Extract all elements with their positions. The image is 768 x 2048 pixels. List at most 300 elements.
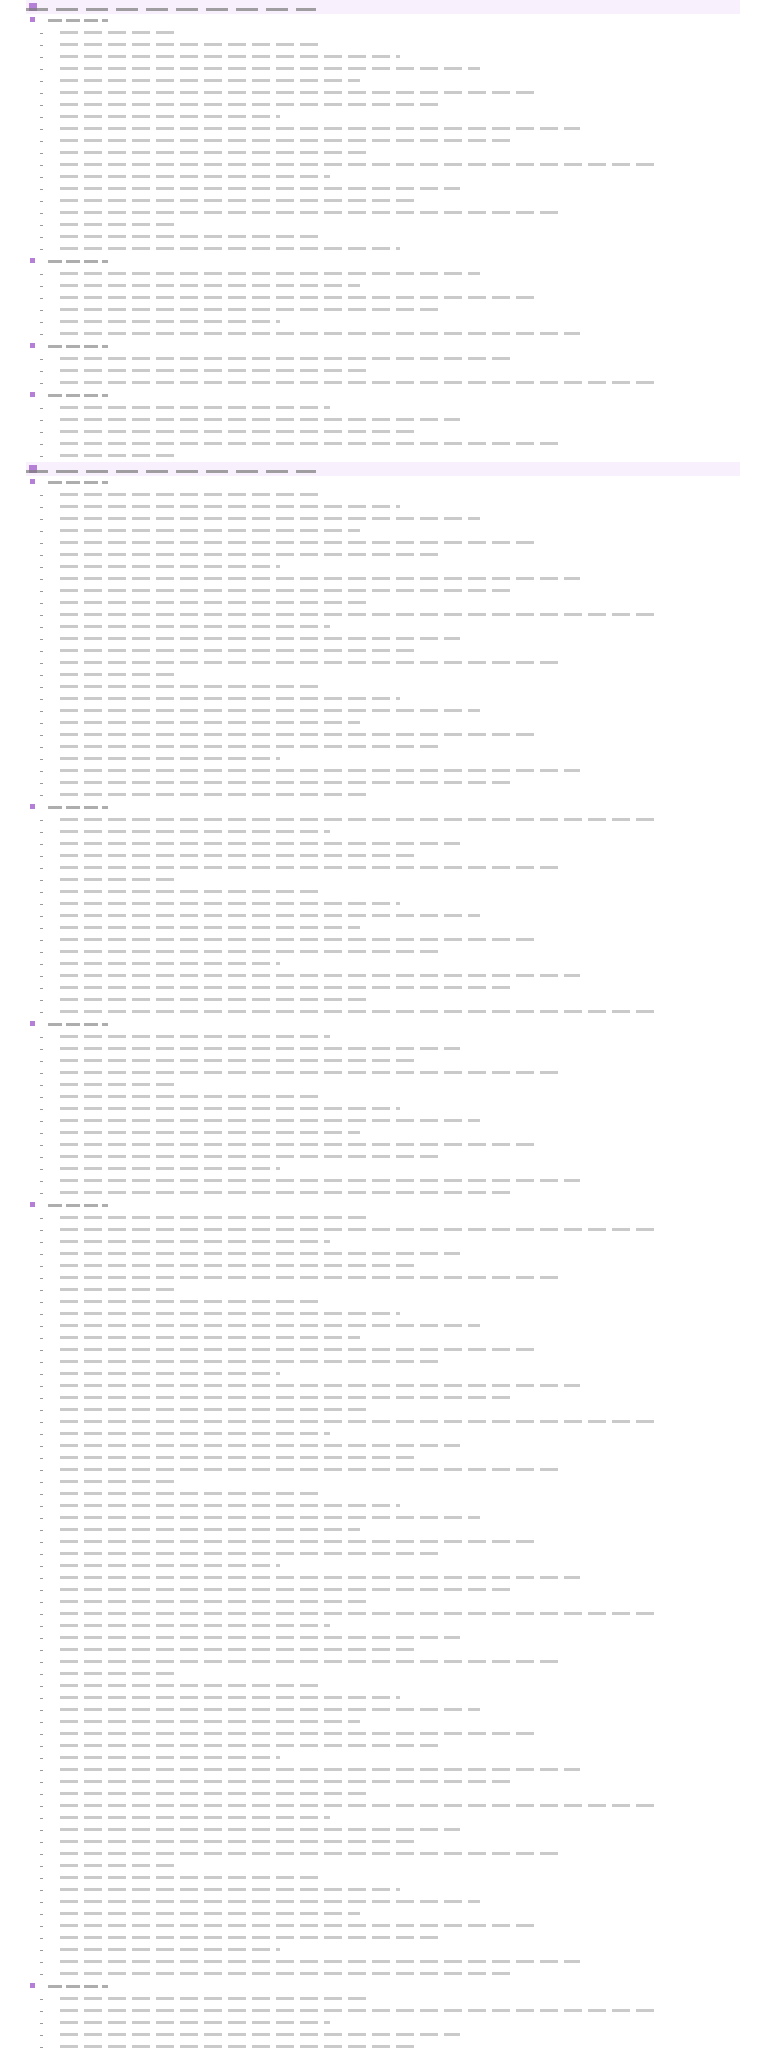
entry-text-rule [60,914,480,917]
outline-entry[interactable] [40,231,768,243]
outline-entry[interactable] [40,280,768,292]
outline-entry[interactable] [40,1764,768,1776]
entry-bullet-icon [40,408,43,409]
outline-entry[interactable] [40,982,768,994]
entry-bullet-icon [40,1710,43,1711]
outline-entry[interactable] [40,147,768,159]
outline-entry[interactable] [40,1091,768,1103]
outline-entry[interactable] [40,207,768,219]
outline-entry[interactable] [40,1608,768,1620]
entry-bullet-icon [40,1097,43,1098]
outline-subsection [0,1199,768,1980]
outline-entry[interactable] [40,910,768,922]
entry-bullet-icon [40,33,43,34]
outline-entry[interactable] [40,1884,768,1896]
outline-entry[interactable] [40,195,768,207]
entry-bullet-icon [40,1698,43,1699]
entry-bullet-icon [40,1302,43,1303]
entry-bullet-icon [40,1518,43,1519]
outline-entry[interactable] [40,1428,768,1440]
outline-entry[interactable] [40,874,768,886]
outline-entry[interactable] [40,450,768,462]
outline-entry[interactable] [40,1584,768,1596]
entry-text-rule [60,296,540,299]
entry-text-rule [60,1588,510,1591]
subsection-title-rule [48,1985,108,1988]
outline-entry[interactable] [40,1512,768,1524]
outline-entry[interactable] [40,27,768,39]
entry-bullet-icon [40,298,43,299]
entry-text-rule [60,1288,180,1291]
outline-entry[interactable] [40,669,768,681]
entry-bullet-icon [40,1974,43,1975]
entry-text-rule [60,381,660,384]
entry-text-rule [60,1972,510,1975]
outline-entry[interactable] [40,1812,768,1824]
outline-entry[interactable] [40,1680,768,1692]
outline-entry[interactable] [40,1524,768,1536]
entry-bullet-icon [40,249,43,250]
entry-bullet-icon [40,153,43,154]
entry-text-rule [60,1528,360,1531]
entry-text-rule [60,938,540,941]
outline-entry[interactable] [40,1031,768,1043]
entry-text-rule [60,1768,580,1771]
outline-entry[interactable] [40,898,768,910]
entry-bullet-icon [40,868,43,869]
outline-subsection [0,1980,768,2048]
outline-entry[interactable] [40,970,768,982]
outline-entry[interactable] [40,171,768,183]
outline-entry[interactable] [40,621,768,633]
outline-entry[interactable] [40,1103,768,1115]
outline-entry[interactable] [40,1272,768,1284]
outline-entry[interactable] [40,633,768,645]
outline-entry[interactable] [40,183,768,195]
entry-text-rule [60,1155,440,1158]
entry-text-rule [60,577,580,580]
outline-entry[interactable] [40,51,768,63]
outline-entry[interactable] [40,1800,768,1812]
outline-entry[interactable] [40,826,768,838]
outline-entry[interactable] [40,1151,768,1163]
entry-text-rule [60,553,440,556]
entry-bullet-icon [40,1758,43,1759]
entry-text-rule [60,1576,580,1579]
entry-bullet-icon [40,1866,43,1867]
entry-bullet-icon [40,832,43,833]
outline-entry[interactable] [40,513,768,525]
entry-text-rule [60,1744,440,1747]
entry-bullet-icon [40,2023,43,2024]
entry-text-rule [60,950,440,953]
outline-entry[interactable] [40,1404,768,1416]
entry-text-rule [60,709,480,712]
outline-entry[interactable] [40,292,768,304]
entry-bullet-icon [40,1494,43,1495]
outline-entry[interactable] [40,1632,768,1644]
outline-entry[interactable] [40,1620,768,1632]
outline-entry[interactable] [40,850,768,862]
subsection-header[interactable] [26,255,768,268]
outline-entry[interactable] [40,1320,768,1332]
entry-bullet-icon [40,771,43,772]
entry-bullet-icon [40,603,43,604]
entry-bullet-icon [40,1470,43,1471]
subsection-title-rule [48,394,108,397]
outline-entry[interactable] [40,1656,768,1668]
entry-text-rule [60,1228,660,1231]
section-header[interactable] [26,0,740,14]
outline-entry[interactable] [40,814,768,826]
outline-entry[interactable] [40,1716,768,1728]
entry-text-rule [60,1336,360,1339]
outline-entry[interactable] [40,597,768,609]
outline-entry[interactable] [40,777,768,789]
entry-bullet-icon [40,2035,43,2036]
outline-entry[interactable] [40,1260,768,1272]
outline-entry[interactable] [40,501,768,513]
outline-entry[interactable] [40,681,768,693]
outline-entry[interactable] [40,438,768,450]
outline-entry[interactable] [40,537,768,549]
outline-entry[interactable] [40,1187,768,1199]
outline-entry[interactable] [40,99,768,111]
entry-bullet-icon [40,322,43,323]
entry-text-rule [60,673,180,676]
entry-text-rule [60,418,460,421]
outline-entry[interactable] [40,414,768,426]
outline-entry[interactable] [40,1993,768,2005]
entry-bullet-icon [40,1626,43,1627]
entry-bullet-icon [40,1338,43,1339]
entry-bullet-icon [40,507,43,508]
outline-entry[interactable] [40,328,768,340]
outline-entry[interactable] [40,1668,768,1680]
entry-text-rule [60,1191,510,1194]
entry-text-rule [60,878,180,881]
outline-entry[interactable] [40,123,768,135]
outline-entry[interactable] [40,1212,768,1224]
outline-entry[interactable] [40,862,768,874]
entry-text-rule [60,1924,540,1927]
subsection-marker-icon [30,258,35,263]
entry-bullet-icon [40,1782,43,1783]
outline-entry[interactable] [40,1968,768,1980]
subsection-header[interactable] [26,1980,768,1993]
entry-text-rule [60,1348,540,1351]
outline-subsection [0,476,768,801]
subsection-header[interactable] [26,14,768,27]
entry-bullet-icon [40,1746,43,1747]
entry-text-rule [60,565,280,568]
outline-entry[interactable] [40,39,768,51]
outline-entry[interactable] [40,1380,768,1392]
subsection-header[interactable] [26,1199,768,1212]
entry-text-rule [60,1432,330,1435]
entry-text-rule [60,1816,330,1819]
section-title-rule [26,470,316,473]
outline-entry[interactable] [40,1392,768,1404]
entry-text-rule [60,406,330,409]
entry-text-rule [60,1672,180,1675]
outline-entry[interactable] [40,2041,768,2048]
outline-entry[interactable] [40,1416,768,1428]
outline-entry[interactable] [40,717,768,729]
outline-entry[interactable] [40,1440,768,1452]
outline-entry[interactable] [40,1236,768,1248]
outline-entry[interactable] [40,87,768,99]
outline-entry[interactable] [40,365,768,377]
subsection-header[interactable] [26,476,768,489]
outline-entry[interactable] [40,1944,768,1956]
subsection-header[interactable] [26,340,768,353]
outline-entry[interactable] [40,426,768,438]
outline-entry[interactable] [40,268,768,280]
entry-text-rule [60,1360,440,1363]
outline-entry[interactable] [40,402,768,414]
entry-bullet-icon [40,1686,43,1687]
outline-entry[interactable] [40,159,768,171]
outline-entry[interactable] [40,1692,768,1704]
entry-text-rule [60,505,400,508]
outline-entry[interactable] [40,1848,768,1860]
outline-entry[interactable] [40,946,768,958]
outline-entry[interactable] [40,111,768,123]
entry-bullet-icon [40,1854,43,1855]
entry-text-rule [60,332,580,335]
outline-entry[interactable] [40,489,768,501]
outline-entry[interactable] [40,1860,768,1872]
entry-text-rule [60,1179,580,1182]
entry-text-rule [60,1252,460,1255]
entry-text-rule [60,1684,320,1687]
outline-entry[interactable] [40,377,768,389]
entry-text-rule [60,1828,460,1831]
entry-bullet-icon [40,735,43,736]
outline-entry[interactable] [40,1368,768,1380]
entry-bullet-icon [40,1734,43,1735]
outline-entry[interactable] [40,1932,768,1944]
entry-text-rule [60,1600,370,1603]
entry-bullet-icon [40,1350,43,1351]
outline-entry[interactable] [40,609,768,621]
outline-entry[interactable] [40,304,768,316]
outline-entry[interactable] [40,1115,768,1127]
outline-entry[interactable] [40,525,768,537]
entry-text-rule [60,67,480,70]
outline-entry[interactable] [40,585,768,597]
entry-bullet-icon [40,1290,43,1291]
outline-entry[interactable] [40,1006,768,1018]
entry-bullet-icon [40,1037,43,1038]
outline-entry[interactable] [40,1788,768,1800]
entry-bullet-icon [40,940,43,941]
outline-entry[interactable] [40,573,768,585]
outline-entry[interactable] [40,1356,768,1368]
entry-text-rule [60,127,580,130]
outline-subsection [0,340,768,389]
outline-entry[interactable] [40,958,768,970]
outline-entry[interactable] [40,1836,768,1848]
outline-entry[interactable] [40,1127,768,1139]
entry-bullet-icon [40,1530,43,1531]
outline-entry[interactable] [40,1476,768,1488]
outline-entry[interactable] [40,741,768,753]
outline-entry[interactable] [40,994,768,1006]
outline-entry[interactable] [40,1067,768,1079]
outline-entry[interactable] [40,561,768,573]
outline-entry[interactable] [40,1752,768,1764]
outline-entry[interactable] [40,1488,768,1500]
entry-text-rule [60,1095,320,1098]
outline-entry[interactable] [40,135,768,147]
entry-bullet-icon [40,759,43,760]
outline-entry[interactable] [40,1043,768,1055]
outline-entry[interactable] [40,1224,768,1236]
entry-bullet-icon [40,1061,43,1062]
outline-entry[interactable] [40,1500,768,1512]
outline-entry[interactable] [40,1296,768,1308]
entry-bullet-icon [40,1722,43,1723]
outline-entry[interactable] [40,1956,768,1968]
outline-entry[interactable] [40,1560,768,1572]
outline-entry[interactable] [40,1452,768,1464]
outline-entry[interactable] [40,1163,768,1175]
section-header[interactable] [26,462,740,476]
entry-bullet-icon [40,1314,43,1315]
entry-bullet-icon [40,1878,43,1879]
outline-entry[interactable] [40,1055,768,1067]
entry-bullet-icon [40,1410,43,1411]
outline-entry[interactable] [40,2017,768,2029]
outline-entry[interactable] [40,2029,768,2041]
outline-entry[interactable] [40,1644,768,1656]
entry-text-rule [60,1300,320,1303]
outline-entry[interactable] [40,934,768,946]
outline-entry[interactable] [40,838,768,850]
outline-entry[interactable] [40,1464,768,1476]
entry-text-rule [60,962,280,965]
outline-entry[interactable] [40,1704,768,1716]
entry-bullet-icon [40,1446,43,1447]
entry-text-rule [60,685,320,688]
entry-bullet-icon [40,1999,43,2000]
entry-bullet-icon [40,1806,43,1807]
entry-text-rule [60,493,320,496]
outline-entry[interactable] [40,1908,768,1920]
entry-bullet-icon [40,495,43,496]
outline-entry[interactable] [40,1536,768,1548]
outline-entry[interactable] [40,1079,768,1091]
outline-entry[interactable] [40,219,768,231]
entry-bullet-icon [40,237,43,238]
outline-entry[interactable] [40,1596,768,1608]
outline-entry[interactable] [40,765,768,777]
outline-entry[interactable] [40,1308,768,1320]
outline-entry[interactable] [40,75,768,87]
outline-entry[interactable] [40,753,768,765]
entry-text-rule [60,91,540,94]
outline-entry[interactable] [40,1740,768,1752]
section-title-rule [26,8,316,11]
entry-bullet-icon [40,892,43,893]
outline-entry[interactable] [40,549,768,561]
entry-text-rule [60,1660,560,1663]
outline-entry[interactable] [40,1572,768,1584]
entry-bullet-icon [40,129,43,130]
entry-bullet-icon [40,1278,43,1279]
outline-entry[interactable] [40,1175,768,1187]
entry-bullet-icon [40,1602,43,1603]
entry-text-rule [60,1516,480,1519]
entry-bullet-icon [40,117,43,118]
entry-text-rule [60,1504,400,1507]
entry-text-rule [60,974,580,977]
outline-entry[interactable] [40,1728,768,1740]
entry-text-rule [60,781,510,784]
outline-entry[interactable] [40,316,768,328]
outline-subsection [0,14,768,255]
outline-entry[interactable] [40,1824,768,1836]
entry-text-rule [60,1912,360,1915]
entry-text-rule [60,31,180,34]
outline-entry[interactable] [40,886,768,898]
subsection-marker-icon [30,804,35,809]
subsection-header[interactable] [26,1018,768,1031]
entry-bullet-icon [40,1266,43,1267]
outline-entry[interactable] [40,1248,768,1260]
entry-bullet-icon [40,567,43,568]
outline-entry[interactable] [40,645,768,657]
outline-entry[interactable] [40,1548,768,1560]
outline-entry[interactable] [40,63,768,75]
entry-bullet-icon [40,988,43,989]
outline-entry[interactable] [40,243,768,255]
entry-text-rule [60,589,510,592]
entry-text-rule [60,2021,330,2024]
outline-entry[interactable] [40,1872,768,1884]
entry-bullet-icon [40,177,43,178]
outline-entry[interactable] [40,789,768,801]
outline-entry[interactable] [40,1896,768,1908]
entry-text-rule [60,649,420,652]
entry-bullet-icon [40,555,43,556]
entry-text-rule [60,625,330,628]
outline-entry[interactable] [40,693,768,705]
outline-entry[interactable] [40,922,768,934]
outline-entry[interactable] [40,1776,768,1788]
entry-bullet-icon [40,69,43,70]
outline-entry[interactable] [40,729,768,741]
entry-bullet-icon [40,286,43,287]
outline-entry[interactable] [40,1920,768,1932]
entry-text-rule [60,1372,280,1375]
outline-entry[interactable] [40,1332,768,1344]
outline-entry[interactable] [40,2005,768,2017]
outline-entry[interactable] [40,657,768,669]
entry-bullet-icon [40,1662,43,1663]
subsection-header[interactable] [26,801,768,814]
outline-entry[interactable] [40,1344,768,1356]
entry-text-rule [60,1648,420,1651]
outline-entry[interactable] [40,1139,768,1151]
entry-text-rule [60,1888,400,1891]
subsection-header[interactable] [26,389,768,402]
outline-entry[interactable] [40,1284,768,1296]
outline-entry[interactable] [40,705,768,717]
outline-entry[interactable] [40,353,768,365]
